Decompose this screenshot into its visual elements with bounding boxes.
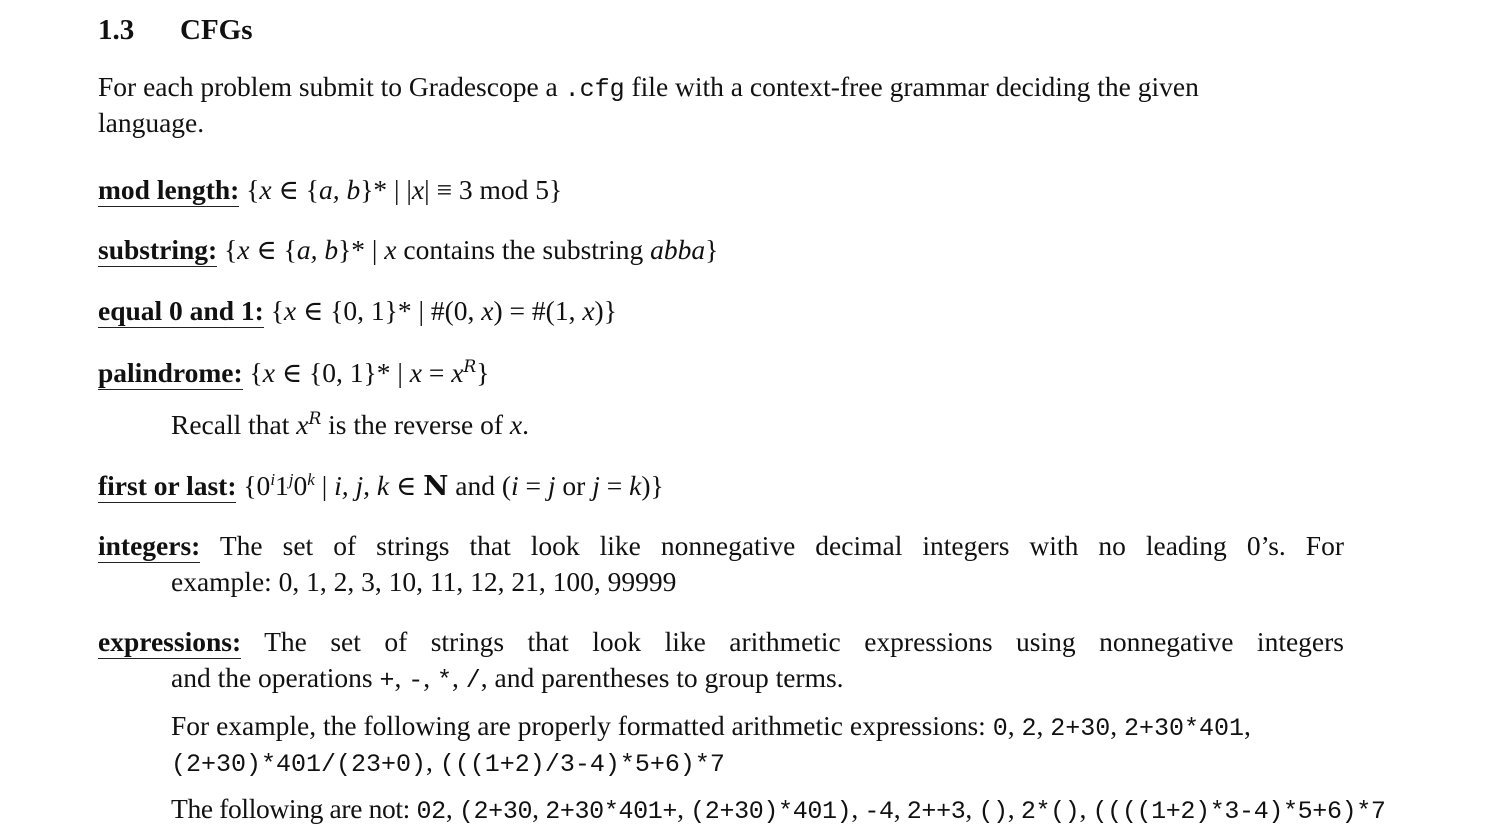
problem-term: first or last: xyxy=(98,470,237,501)
expressions-good-examples-line-1: For example, the following are properly formatted arithmetic expressions: 0, 2, 2+30, 2+30*401, xyxy=(171,710,1251,743)
problem-term: expressions: xyxy=(98,626,242,657)
expressions-operations: and the operations +, -, *, /, and parentheses to group terms. xyxy=(171,662,844,695)
problem-equal-0-and-1 xyxy=(98,295,617,328)
problem-definition: {x ∈ {a, b}* | |x| ≡ 3 mod 5} xyxy=(246,174,563,205)
section-heading xyxy=(98,14,253,47)
section-title: CFGs xyxy=(180,14,253,46)
intro-line-1 xyxy=(98,71,1199,104)
file-extension: .cfg xyxy=(564,75,625,104)
problem-integers xyxy=(98,530,1344,563)
intro-line-2: language. xyxy=(98,107,205,138)
problem-definition-line-1: The set of strings that look like arithmetic expressions using nonnegative integers xyxy=(264,626,1344,657)
integers-examples: example: 0, 1, 2, 3, 10, 11, 12, 21, 100, 99999 xyxy=(171,566,677,597)
problem-definition: {0$^i$1$^j$0$^k$ | i, j, k ∈ N and (i = j or j = k)} xyxy=(243,469,664,502)
problem-definition: {x ∈ {0, 1}* | $x = x^R$} xyxy=(249,356,490,388)
problem-first-or-last xyxy=(98,470,664,503)
palindrome-note: Recall that $x^R$ is the reverse of x. xyxy=(171,408,529,440)
problem-term: palindrome: xyxy=(98,357,243,388)
problem-definition: {x ∈ {a, b}* | x contains the substring abba} xyxy=(224,234,719,265)
problem-expressions xyxy=(98,626,1344,659)
problem-substring xyxy=(98,234,718,267)
problem-term: mod length: xyxy=(98,174,240,205)
expressions-good-examples-line-2: (2+30)*401/(23+0), (((1+2)/3-4)*5+6)*7 xyxy=(171,746,725,779)
intro-text-cont: file with a context-free grammar deciding the given xyxy=(631,71,1199,102)
problem-term: equal 0 and 1: xyxy=(98,295,264,326)
expressions-bad-examples: The following are not: 02, (2+30, 2+30*401+, (2+30)*401), -4, 2++3, (), 2*(), ((((1+2)*3-4)*5+6)*7 xyxy=(171,793,1386,826)
problem-definition: {x ∈ {0, 1}* | #(0, x) = #(1, x)} xyxy=(270,295,617,326)
problem-mod-length xyxy=(98,174,562,207)
problem-term: substring: xyxy=(98,234,218,265)
problem-term: integers: xyxy=(98,530,201,561)
section-number: 1.3 xyxy=(98,14,135,46)
intro-text: For each problem submit to Gradescope a xyxy=(98,71,558,102)
problem-palindrome xyxy=(98,357,489,390)
problem-definition-line-1: The set of strings that look like nonnegative decimal integers with no leading 0’s. For xyxy=(219,530,1344,561)
